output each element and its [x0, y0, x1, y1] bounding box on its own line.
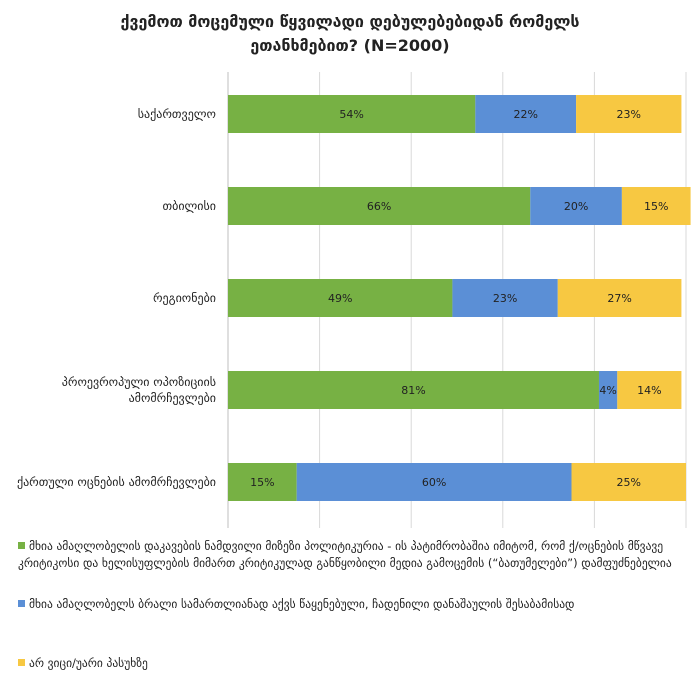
data-label: 15% — [644, 200, 669, 213]
data-label: 15% — [250, 476, 275, 489]
data-label: 54% — [339, 108, 364, 121]
legend-item-political — [18, 538, 688, 572]
data-label: 27% — [607, 292, 632, 305]
data-label: 14% — [637, 384, 662, 397]
legend-label-justified: მხია ამაღლობელს ბრალი სამართლიანად აქვს წაყენებული, ჩადენილი დანაშაულის შესაბამისად — [29, 597, 575, 611]
legend-item-dont-know — [18, 655, 688, 672]
data-label: 20% — [563, 200, 589, 213]
legend-label-political: მხია ამაღლობელის დაკავების ნამდვილი მიზეზი პოლიტიკურია - ის პატიმრობაშია იმიტომ, რომ ქ/ოცნების მწვავე კრიტიკოსი და ხელისუფლების მიმართ კრიტიკულად განწყობილი მედია გამოცემის (“ბათუმელები”) დამფუძნებელია — [18, 539, 672, 570]
data-label: 81% — [401, 384, 426, 397]
data-label: 22% — [513, 108, 538, 121]
data-label: 60% — [421, 476, 447, 489]
category-label: ქართული ოცნების ამომრჩევლები — [16, 475, 216, 489]
data-label: 23% — [492, 292, 518, 305]
data-label: 25% — [616, 476, 641, 489]
category-label: საქართველო — [137, 107, 216, 121]
legend-swatch-green — [18, 542, 25, 549]
data-label: 49% — [327, 292, 353, 305]
chart-title-line-2: ეთანხმებით? (N=2000) — [250, 36, 450, 55]
category-label: რეგიონები — [152, 291, 216, 305]
category-label: ამომრჩევლები — [128, 391, 216, 405]
legend-swatch-yellow — [18, 659, 25, 666]
category-label: თბილისი — [162, 199, 216, 213]
legend-label-dont-know: არ ვიცი/უარი პასუხზე — [29, 656, 148, 670]
category-label: პროევროპული ოპოზიციის — [61, 375, 216, 389]
chart-title-line-1: ქვემოთ მოცემული წყვილადი დებულებებიდან რომელს — [120, 12, 580, 31]
data-label: 23% — [616, 108, 641, 121]
data-label: 4% — [599, 384, 617, 397]
data-label: 66% — [366, 200, 392, 213]
legend-item-justified — [18, 596, 688, 613]
legend-swatch-blue — [18, 600, 25, 607]
